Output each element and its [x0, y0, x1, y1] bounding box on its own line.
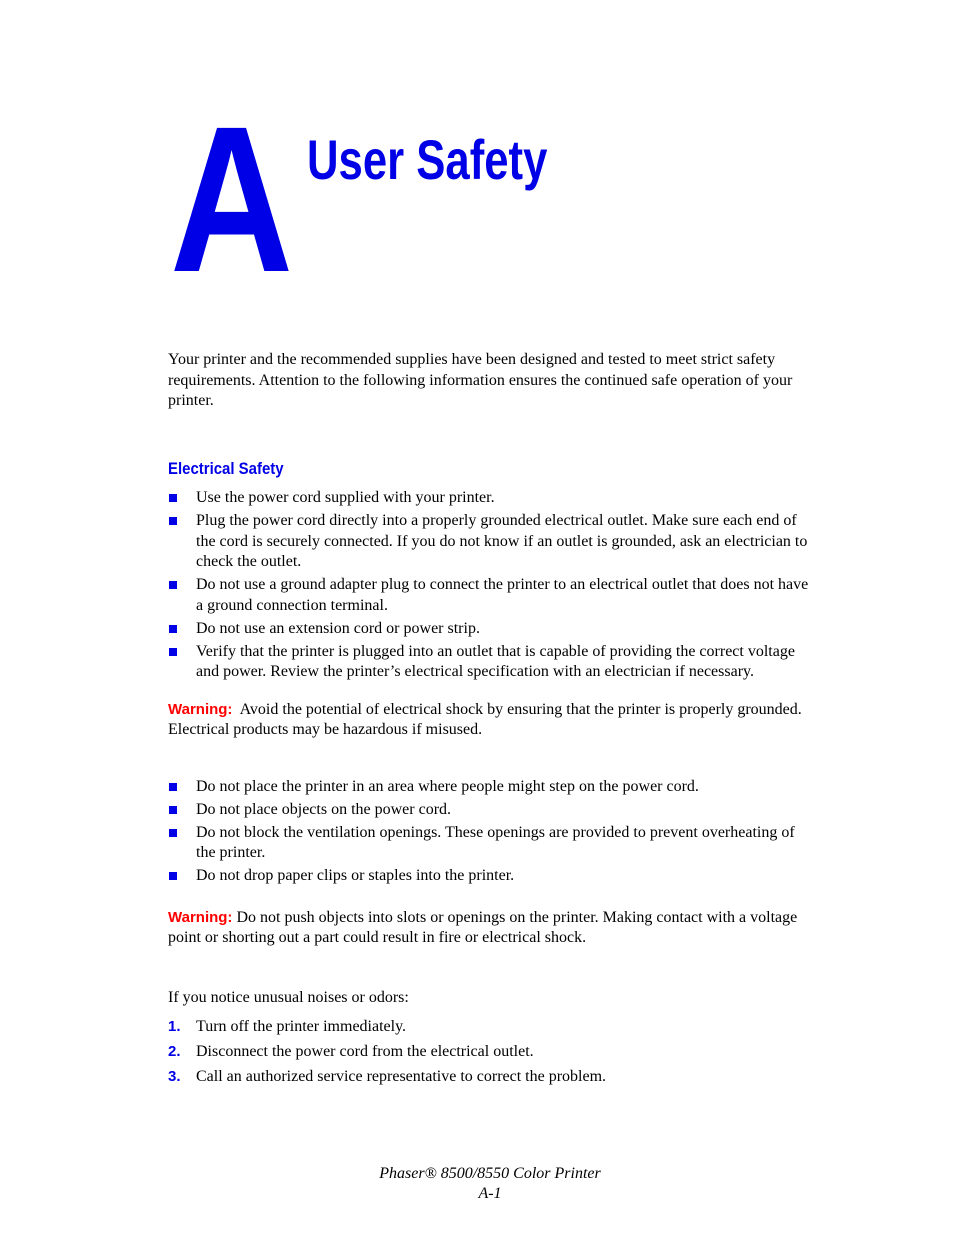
page-footer [290, 1164, 690, 1204]
page-content [168, 350, 816, 1092]
footer-product: Phaser® 8500/8550 Color Printer [379, 1165, 601, 1182]
square-bullet-icon [169, 806, 177, 814]
list-item: Use the power cord supplied with your printer. [168, 488, 816, 509]
list-item: Do not place the printer in an area where people might step on the power cord. [168, 777, 816, 798]
section-heading-electrical-safety: Electrical Safety [168, 458, 284, 478]
step-item: 2. Disconnect the power cord from the electrical outlet. [168, 1042, 816, 1063]
list-item: Do not place objects on the power cord. [168, 800, 816, 821]
intro-paragraph: Your printer and the recommended supplies have been designed and tested to meet strict safety requirements. Attention to the following information ensures the continued safe operation of your printer. [168, 351, 793, 409]
warning-note-2 [168, 908, 816, 949]
step-item: 3. Call an authorized service representative to correct the problem. [168, 1067, 816, 1088]
step-number: 1. [168, 1018, 181, 1035]
square-bullet-icon [169, 829, 177, 837]
list-item: Do not use a ground adapter plug to connect the printer to an electrical outlet that does not have a ground connection terminal. [168, 575, 816, 616]
warning-text: Avoid the potential of electrical shock by ensuring that the printer is properly grounded. Electrical products may be hazardous if misused. [168, 700, 802, 738]
footer-page-number: A-1 [478, 1185, 502, 1202]
numbered-steps [168, 1017, 816, 1088]
list-item: Do not drop paper clips or staples into the printer. [168, 866, 816, 887]
list-item: Do not block the ventilation openings. These openings are provided to prevent overheating of the printer. [168, 823, 816, 864]
square-bullet-icon [169, 648, 177, 656]
step-number: 3. [168, 1068, 181, 1085]
list-item: Verify that the printer is plugged into an outlet that is capable of providing the correct voltage and power. Review the printer’s electrical specification with an electrician if necessary. [168, 642, 816, 683]
bullet-list-2 [168, 777, 816, 887]
list-item: Plug the power cord directly into a properly grounded electrical outlet. Make sure each end of the cord is securely connected. If you do not know if an outlet is grounded, ask an electrician to check the outlet. [168, 511, 816, 573]
list-item: Do not use an extension cord or power strip. [168, 619, 816, 640]
square-bullet-icon [169, 517, 177, 525]
warning-text: Do not push objects into slots or openings on the printer. Making contact with a voltage point or shorting out a part could result in fire or electrical shock. [168, 908, 798, 946]
chapter-letter: A [170, 84, 292, 316]
step-item: 1. Turn off the printer immediately. [168, 1017, 816, 1038]
square-bullet-icon [169, 494, 177, 502]
lead-in-text: If you notice unusual noises or odors: [168, 988, 409, 1006]
warning-label: Warning: [168, 908, 233, 926]
square-bullet-icon [169, 581, 177, 589]
chapter-title: User Safety [307, 128, 548, 191]
square-bullet-icon [169, 783, 177, 791]
warning-label: Warning: [168, 700, 233, 718]
bullet-list-1 [168, 488, 816, 683]
warning-note-1 [168, 700, 816, 741]
square-bullet-icon [169, 625, 177, 633]
square-bullet-icon [169, 872, 177, 880]
step-number: 2. [168, 1043, 181, 1060]
